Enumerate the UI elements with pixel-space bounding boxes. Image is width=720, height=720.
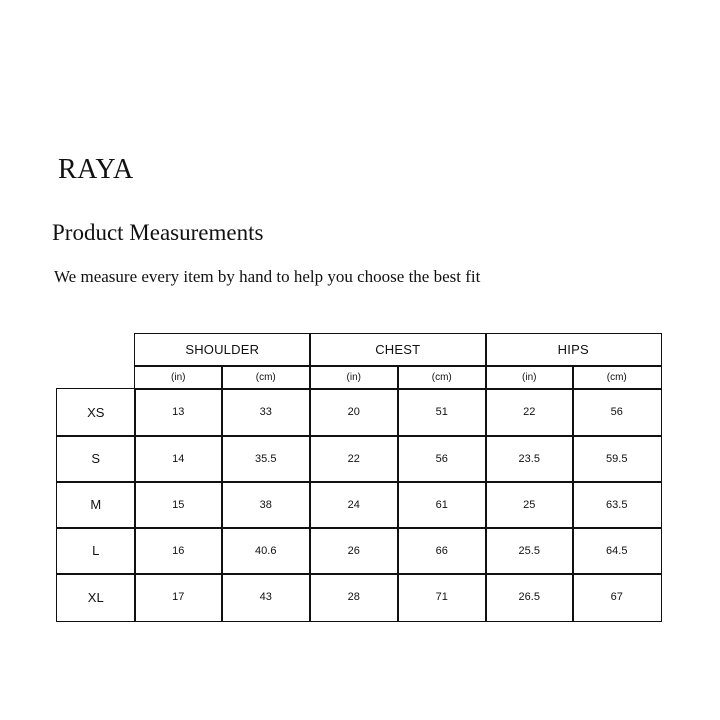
table-cell: 67	[572, 573, 662, 622]
unit-header: (in)	[485, 365, 574, 390]
table-cell: 20	[309, 388, 399, 437]
table-cell: 15	[134, 481, 223, 529]
table-cell: 26.5	[485, 573, 574, 622]
table-cell: 24	[309, 481, 399, 529]
size-label: M	[56, 481, 136, 529]
table-cell: 16	[134, 527, 223, 575]
table-cell: 22	[485, 388, 574, 437]
table-cell: 56	[572, 388, 662, 437]
header-hips: HIPS	[485, 333, 662, 367]
table-cell: 56	[397, 435, 487, 483]
unit-header: (in)	[134, 365, 223, 390]
table-cell: 43	[221, 573, 311, 622]
table-cell: 63.5	[572, 481, 662, 529]
table-cell: 14	[134, 435, 223, 483]
table-cell: 51	[397, 388, 487, 437]
unit-header: (in)	[309, 365, 399, 390]
table-cell: 35.5	[221, 435, 311, 483]
table-cell: 25.5	[485, 527, 574, 575]
table-cell: 33	[221, 388, 311, 437]
brand-name: RAYA	[58, 154, 134, 185]
unit-header: (cm)	[397, 365, 487, 390]
table-cell: 23.5	[485, 435, 574, 483]
table-cell: 71	[397, 573, 487, 622]
header-chest: CHEST	[309, 333, 487, 367]
table-cell: 61	[397, 481, 487, 529]
unit-header: (cm)	[221, 365, 311, 390]
table-cell: 66	[397, 527, 487, 575]
table-cell: 40.6	[221, 527, 311, 575]
size-label: XL	[56, 573, 136, 622]
table-cell: 22	[309, 435, 399, 483]
table-cell: 28	[309, 573, 399, 622]
table-cell: 26	[309, 527, 399, 575]
size-label: S	[56, 435, 136, 483]
size-label: XS	[56, 388, 136, 437]
table-cell: 17	[134, 573, 223, 622]
size-label: L	[56, 527, 136, 575]
table-cell: 25	[485, 481, 574, 529]
unit-header: (cm)	[572, 365, 662, 390]
table-cell: 38	[221, 481, 311, 529]
page-subtitle: We measure every item by hand to help you choose the best fit	[54, 267, 481, 286]
table-cell: 64.5	[572, 527, 662, 575]
table-cell: 13	[134, 388, 223, 437]
page-title: Product Measurements	[52, 220, 264, 245]
header-shoulder: SHOULDER	[134, 333, 311, 367]
table-cell: 59.5	[572, 435, 662, 483]
